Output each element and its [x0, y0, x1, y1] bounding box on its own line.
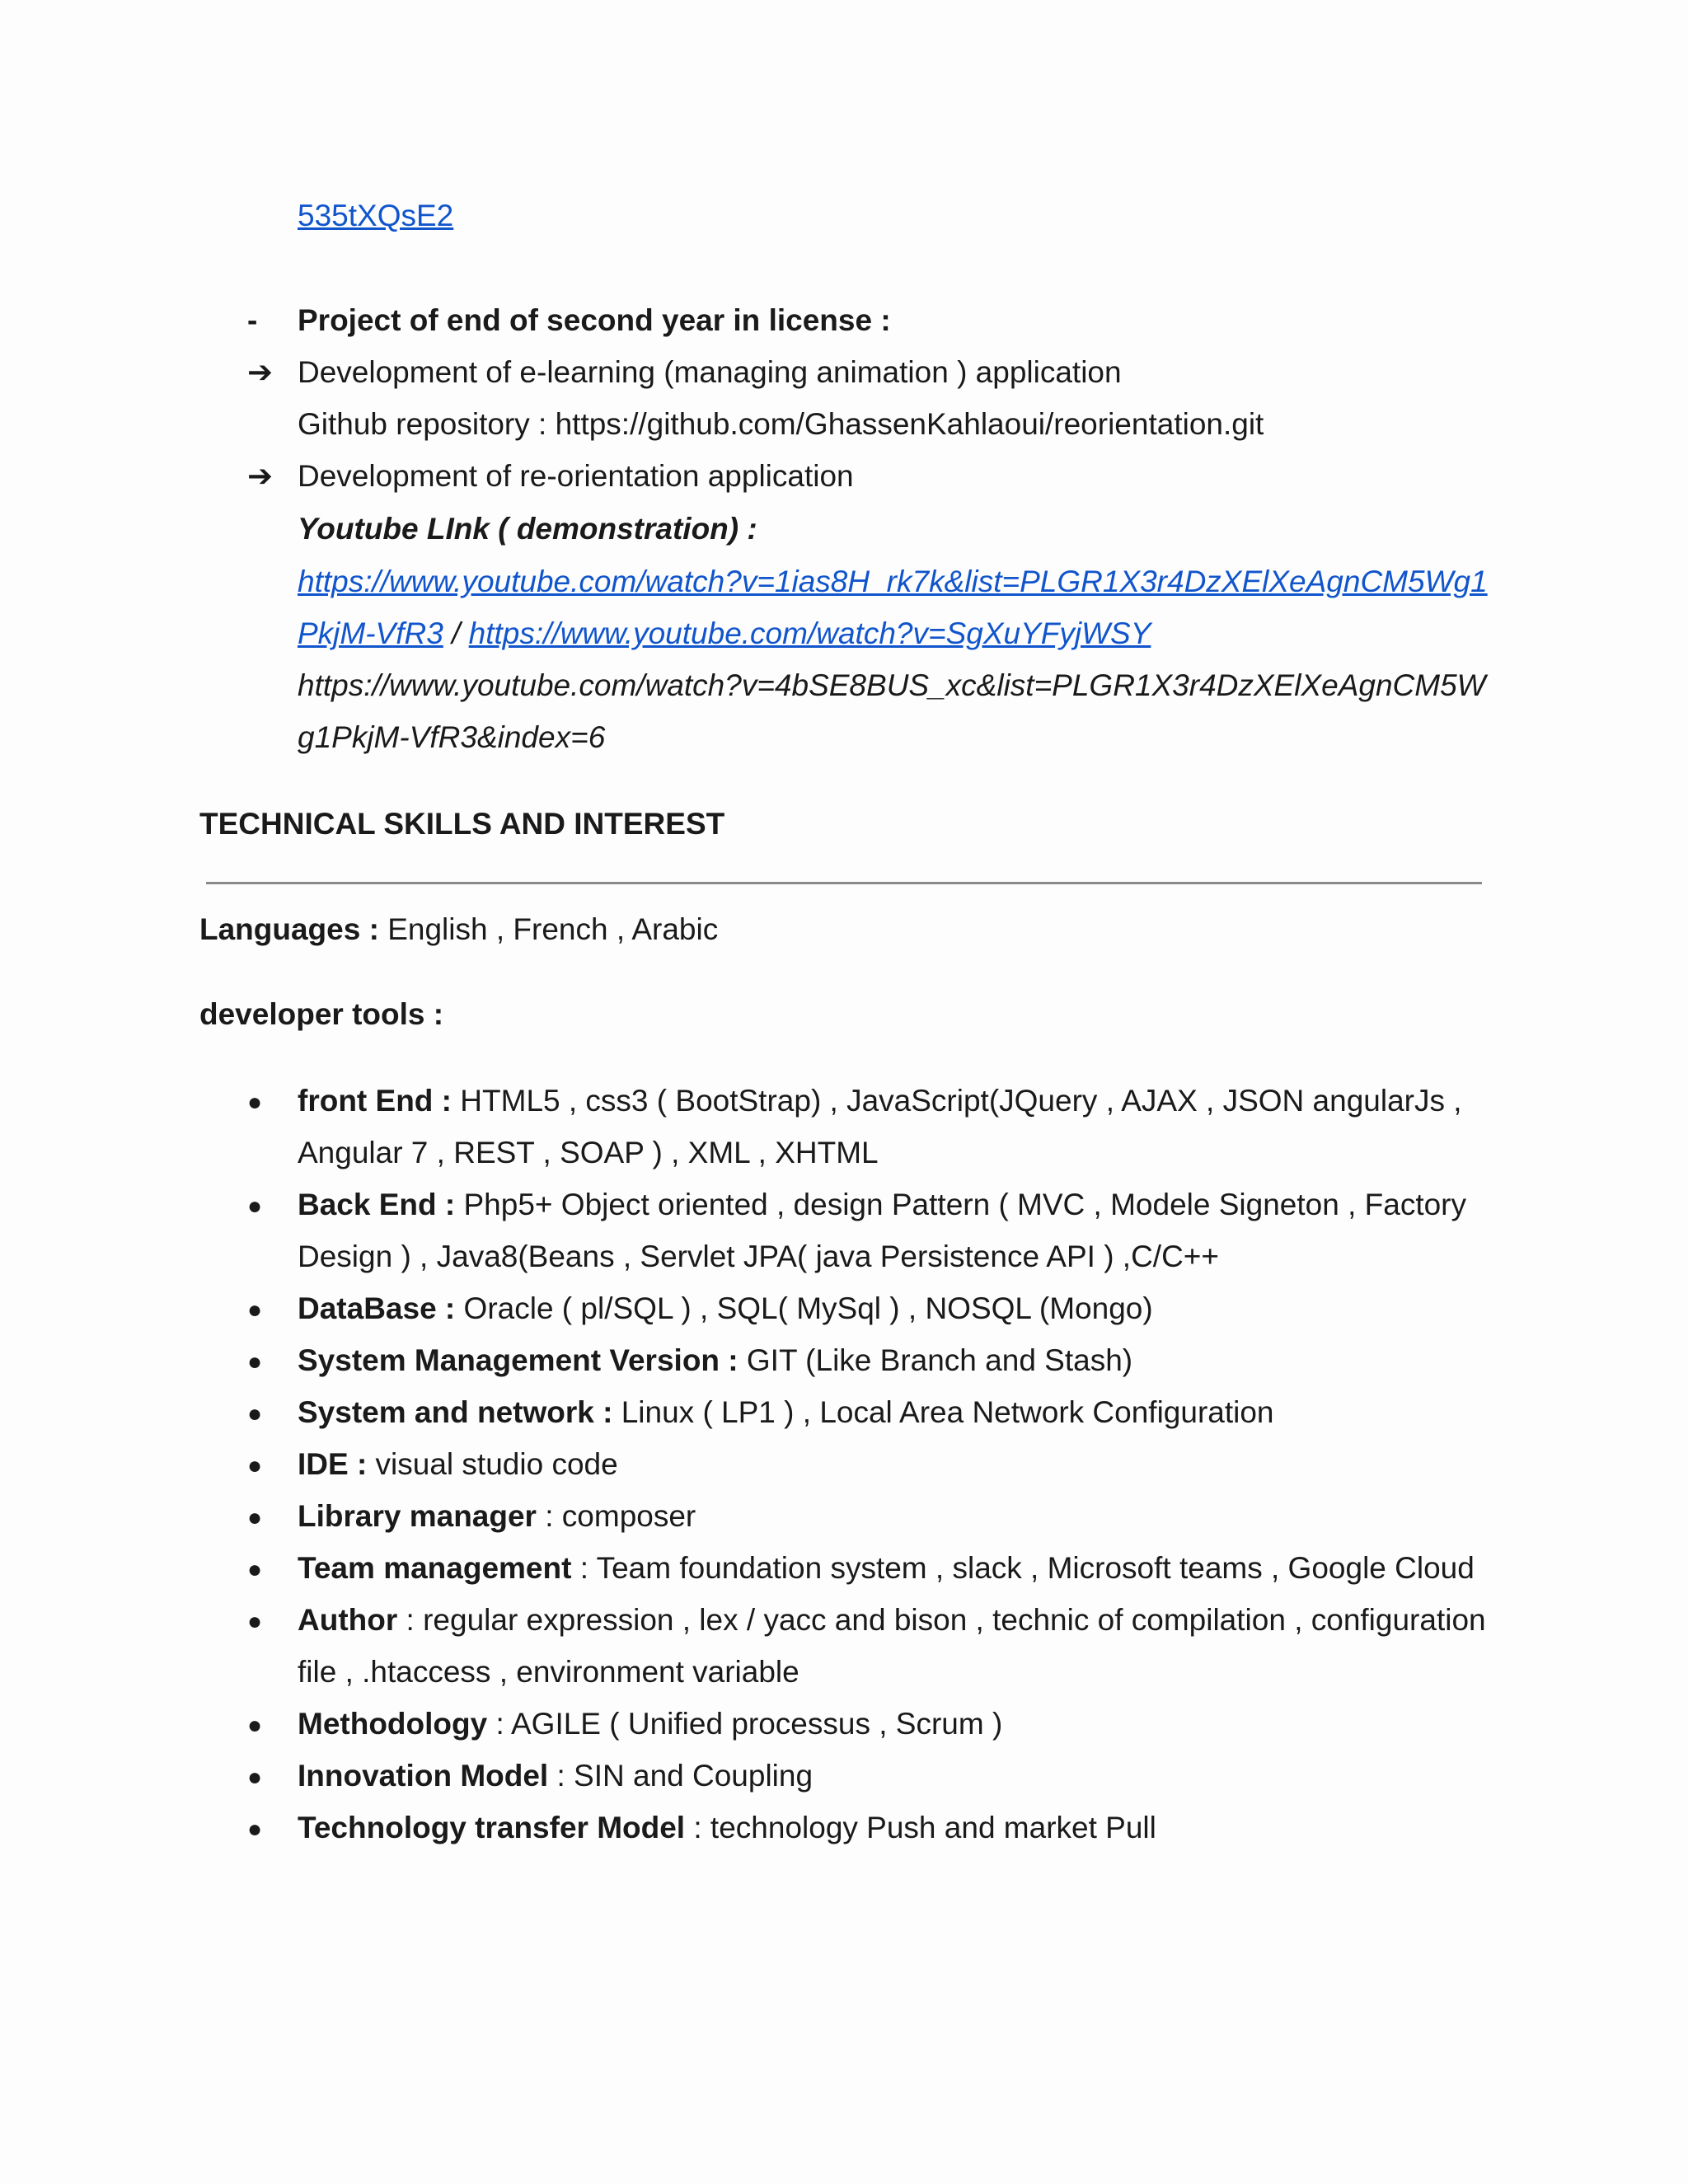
- arrow-icon: ➔: [247, 459, 274, 493]
- bullet-icon: ●: [247, 1608, 263, 1635]
- bullet-icon: ●: [247, 1296, 263, 1324]
- skill-label: IDE :: [298, 1447, 368, 1481]
- skill-item: [298, 1706, 1002, 1742]
- skill-item: [298, 1343, 1132, 1379]
- skill-label: System and network :: [298, 1395, 613, 1429]
- section-divider: [206, 882, 1482, 884]
- dash-marker: -: [247, 303, 258, 337]
- languages-line: [199, 912, 718, 948]
- youtube-label: Youtube LInk ( demonstration) :: [298, 512, 757, 546]
- skill-text: : technology Push and market Pull: [685, 1811, 1156, 1844]
- skill-label: Back End :: [298, 1188, 456, 1221]
- developer-tools-label: developer tools :: [199, 997, 444, 1031]
- skill-text: Linux ( LP1 ) , Local Area Network Configuration: [612, 1395, 1274, 1429]
- skill-item: [298, 1498, 696, 1535]
- skill-text: : AGILE ( Unified processus , Scrum ): [487, 1707, 1003, 1741]
- skill-item: [298, 1394, 1274, 1431]
- skill-item: [298, 1758, 813, 1794]
- skill-text: : regular expression , lex / yacc and bison , technic of compilation , configuration: [397, 1603, 1486, 1637]
- skill-label: Team management: [298, 1551, 572, 1585]
- skill-text: GIT (Like Branch and Stash): [738, 1343, 1133, 1377]
- languages-value: English , French , Arabic: [378, 912, 719, 946]
- bullet-icon: ●: [247, 1764, 263, 1791]
- skill-text: visual studio code: [367, 1447, 618, 1481]
- section-title: TECHNICAL SKILLS AND INTEREST: [199, 807, 725, 841]
- skill-label: DataBase :: [298, 1291, 456, 1325]
- bullet-icon: ●: [247, 1400, 263, 1427]
- skill-item: [298, 1446, 618, 1483]
- skill-label: Innovation Model: [298, 1759, 549, 1793]
- skill-item: [298, 1291, 1153, 1327]
- skill-item: [298, 1550, 1475, 1586]
- languages-label: Languages :: [199, 912, 379, 946]
- skill-text-continued: file , .htaccess , environment variable: [298, 1655, 799, 1689]
- youtube-plain-url-cont: g1PkjM-VfR3&index=6: [298, 720, 606, 754]
- bullet-icon: ●: [247, 1089, 263, 1116]
- skill-text: Oracle ( pl/SQL ) , SQL( MySql ) , NOSQL (Mongo): [455, 1291, 1153, 1325]
- project-item-reorientation: Development of re-orientation application: [298, 459, 854, 493]
- skill-item: [298, 1810, 1156, 1846]
- youtube-link-1-cont[interactable]: PkjM-VfR3: [298, 616, 443, 650]
- project-heading: Project of end of second year in license :: [298, 303, 891, 337]
- bullet-icon: ●: [247, 1712, 263, 1739]
- bullet-icon: ●: [247, 1193, 263, 1220]
- skill-text-continued: Angular 7 , REST , SOAP ) , XML , XHTML: [298, 1136, 879, 1169]
- skill-item: [298, 1083, 1462, 1119]
- bullet-icon: ●: [247, 1348, 263, 1376]
- skill-label: Technology transfer Model: [298, 1811, 686, 1844]
- bullet-icon: ●: [247, 1556, 263, 1583]
- continued-link[interactable]: 535tXQsE2: [298, 199, 454, 232]
- arrow-icon: ➔: [247, 355, 274, 389]
- youtube-link-1[interactable]: https://www.youtube.com/watch?v=1ias8H_rk7k&list=PLGR1X3r4DzXElXeAgnCM5Wg1: [298, 565, 1488, 598]
- skill-label: System Management Version :: [298, 1343, 738, 1377]
- skill-text: : composer: [536, 1499, 696, 1533]
- youtube-plain-url: https://www.youtube.com/watch?v=4bSE8BUS_xc&list=PLGR1X3r4DzXElXeAgnCM5W: [298, 668, 1486, 702]
- skill-item: [298, 1602, 1486, 1638]
- skill-label: Methodology: [298, 1707, 488, 1741]
- skill-label: Author: [298, 1603, 398, 1637]
- project-item-elearning: Development of e-learning (managing animation ) application: [298, 355, 1122, 389]
- github-repository-text: Github repository : https://github.com/GhassenKahlaoui/reorientation.git: [298, 407, 1264, 441]
- bullet-icon: ●: [247, 1504, 263, 1531]
- skill-label: front End :: [298, 1084, 452, 1118]
- skill-item: [298, 1187, 1466, 1223]
- youtube-links-line: [298, 616, 1151, 652]
- bullet-icon: ●: [247, 1816, 263, 1843]
- link-separator: /: [443, 616, 469, 650]
- skill-text-continued: Design ) , Java8(Beans , Servlet JPA( java Persistence API ) ,C/C++: [298, 1240, 1220, 1273]
- skill-text: HTML5 , css3 ( BootStrap) , JavaScript(JQuery , AJAX , JSON angularJs ,: [452, 1084, 1462, 1118]
- skill-text: : Team foundation system , slack , Microsoft teams , Google Cloud: [571, 1551, 1475, 1585]
- skill-text: : SIN and Coupling: [548, 1759, 814, 1793]
- youtube-link-2[interactable]: https://www.youtube.com/watch?v=SgXuYFyjWSY: [468, 616, 1151, 650]
- skill-label: Library manager: [298, 1499, 537, 1533]
- bullet-icon: ●: [247, 1452, 263, 1479]
- skill-text: Php5+ Object oriented , design Pattern ( MVC , Modele Signeton , Factory: [455, 1188, 1466, 1221]
